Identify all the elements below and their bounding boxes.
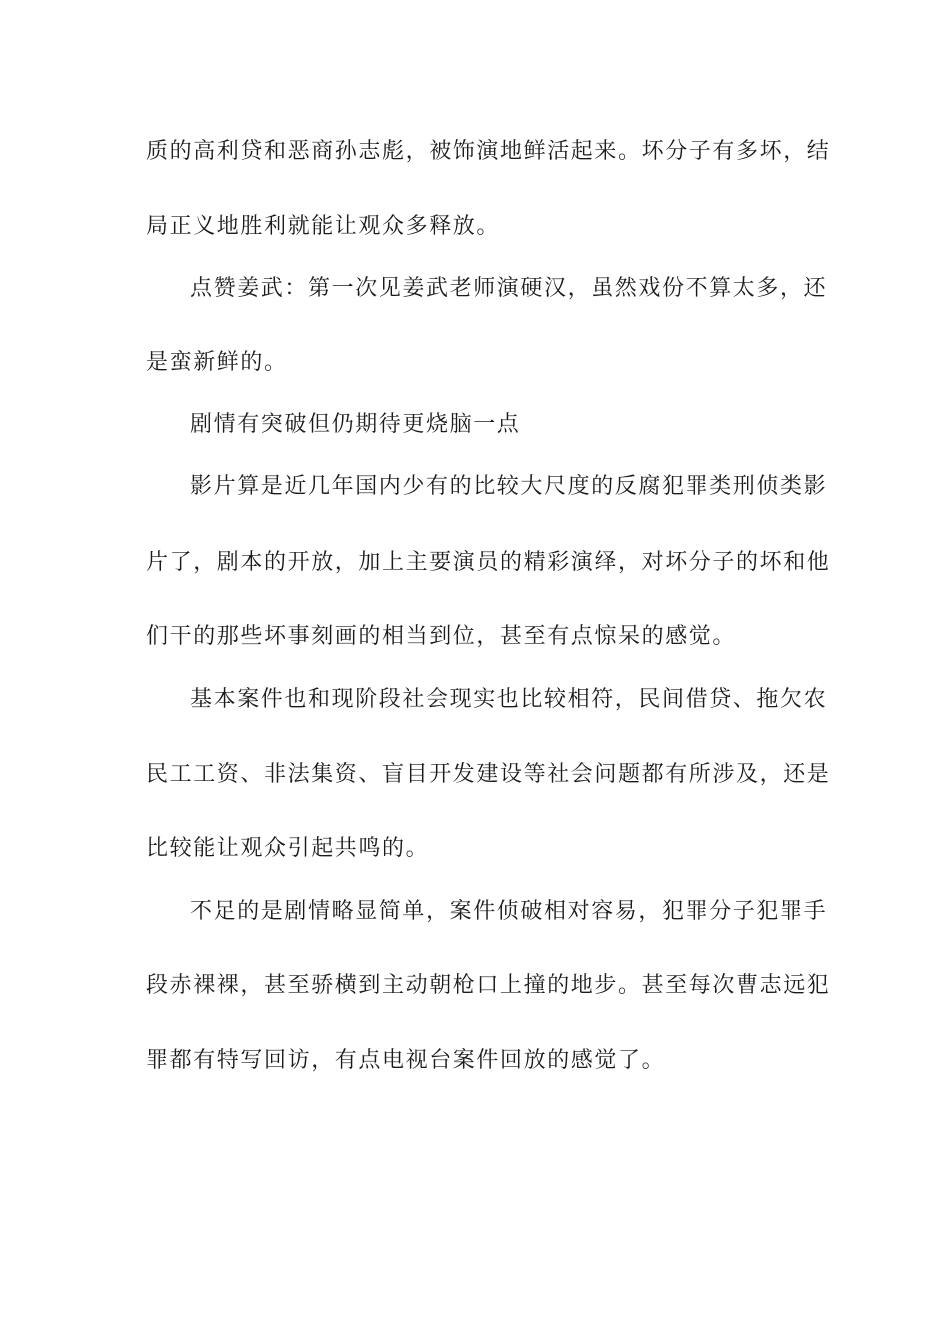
paragraph-line: 罪都有特写回访，有点电视台案件回放的感觉了。 bbox=[146, 1048, 666, 1073]
section-heading: 剧情有突破但仍期待更烧脑一点 bbox=[190, 412, 521, 437]
paragraph-line: 局正义地胜利就能让观众多释放。 bbox=[146, 214, 501, 239]
paragraph-line: 不足的是剧情略显简单，案件侦破相对容易，犯罪分子犯罪手 bbox=[190, 899, 828, 924]
paragraph-line: 段赤裸裸，甚至骄横到主动朝枪口上撞的地步。甚至每次曹志远犯 bbox=[146, 973, 831, 998]
paragraph-line: 民工工资、非法集资、盲目开发建设等社会问题都有所涉及，还是 bbox=[146, 762, 831, 787]
paragraph-line: 们干的那些坏事刻画的相当到位，甚至有点惊呆的感觉。 bbox=[146, 624, 737, 649]
paragraph-line: 片了，剧本的开放，加上主要演员的精彩演绎，对坏分子的坏和他 bbox=[146, 550, 831, 575]
paragraph-line: 基本案件也和现阶段社会现实也比较相符，民间借贷、拖欠农 bbox=[190, 687, 828, 712]
paragraph-line: 是蛮新鲜的。 bbox=[146, 350, 288, 375]
paragraph-line: 影片算是近几年国内少有的比较大尺度的反腐犯罪类刑侦类影 bbox=[190, 474, 828, 499]
paragraph-line: 比较能让观众引起共鸣的。 bbox=[146, 836, 430, 861]
paragraph-line: 质的高利贷和恶商孙志彪，被饰演地鲜活起来。坏分子有多坏，结 bbox=[146, 139, 831, 164]
paragraph-line: 点赞姜武：第一次见姜武老师演硬汉，虽然戏份不算太多，还 bbox=[190, 276, 828, 301]
